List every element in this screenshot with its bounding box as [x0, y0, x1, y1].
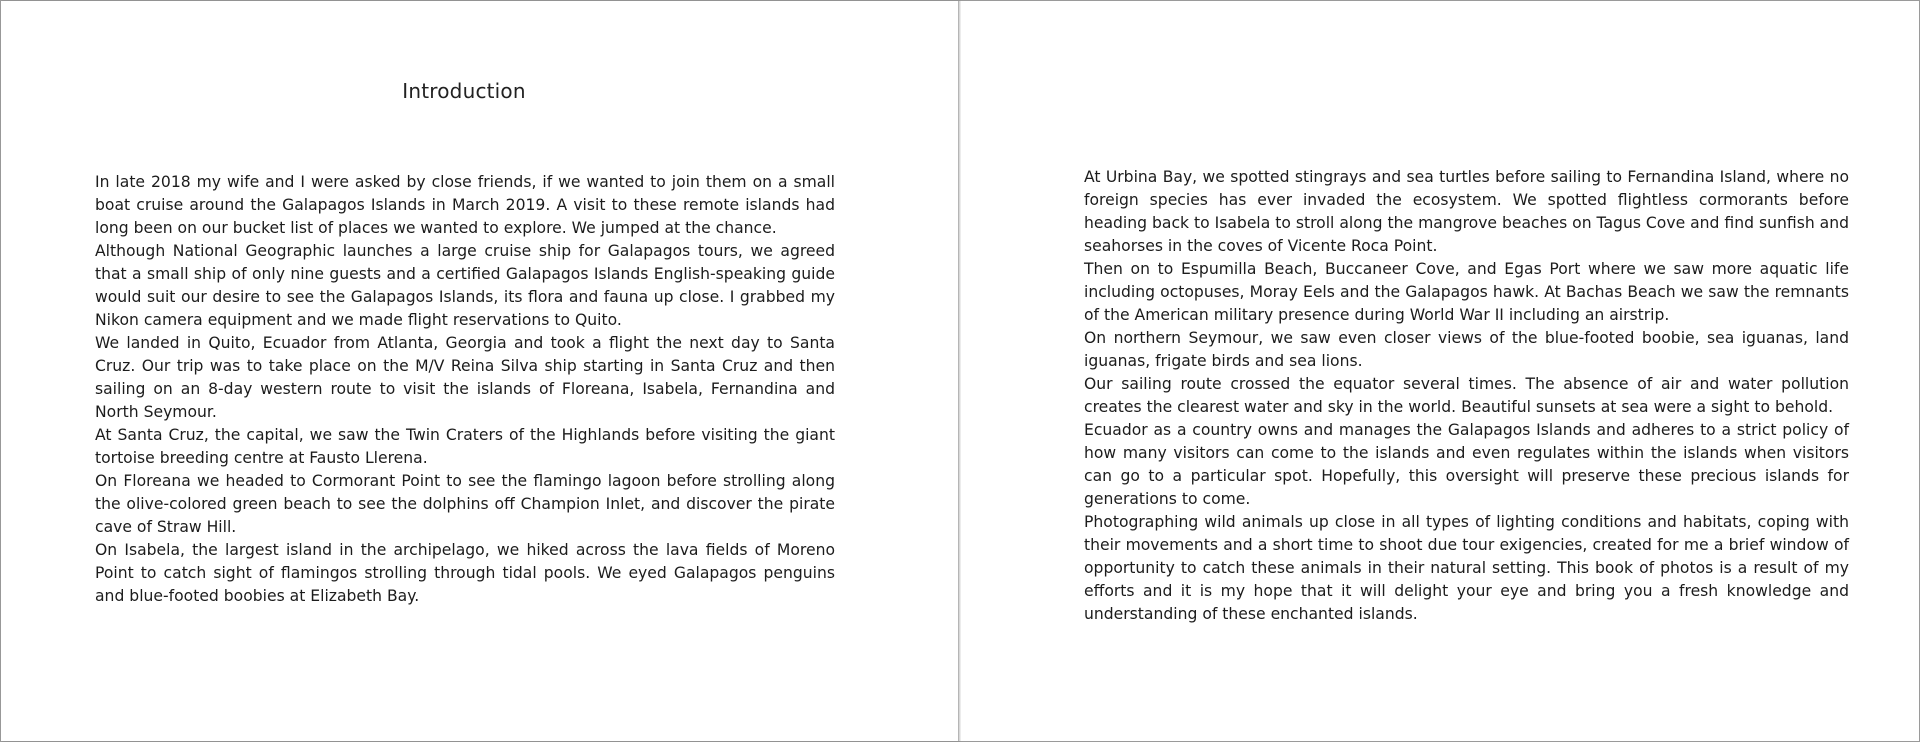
- paragraph: Although National Geographic launches a large cruise ship for Galapagos tours, we agreed that a small ship of only nine guests and a certified Galapagos Islands English-speaking guide would suit our desire to see the Galapagos Islands, its flora and fauna up close. I grabbed my Nikon camera equipment and we made flight reservations to Quito.: [95, 242, 835, 329]
- paragraph: We landed in Quito, Ecuador from Atlanta, Georgia and took a flight the next day to Santa Cruz. Our trip was to take place on the M/V Reina Silva ship starting in Santa Cruz and then sailing on an 8-day western route to visit the islands of Floreana, Isabela, Fernandina and North Seymour.: [95, 334, 835, 421]
- paragraph: In late 2018 my wife and I were asked by close friends, if we wanted to join them on a small boat cruise around the Galapagos Islands in March 2019. A visit to these remote islands had long been on our bucket list of places we wanted to explore. We jumped at the chance.: [95, 173, 835, 237]
- paragraph: On Isabela, the largest island in the archipelago, we hiked across the lava fields of Moreno Point to catch sight of flamingos strolling through tidal pools. We eyed Galapagos penguins and blue-footed boobies at Elizabeth Bay.: [95, 541, 835, 605]
- paragraph: At Santa Cruz, the capital, we saw the Twin Craters of the Highlands before visiting the giant tortoise breeding centre at Fausto Llerena.: [95, 426, 835, 467]
- paragraph: On Floreana we headed to Cormorant Point to see the flamingo lagoon before strolling along the olive-colored green beach to see the dolphins off Champion Inlet, and discover the pirate cave of Straw Hill.: [95, 472, 835, 536]
- paragraph: At Urbina Bay, we spotted stingrays and sea turtles before sailing to Fernandina Island, where no foreign species has ever invaded the ecosystem. We spotted flightless cormorants before heading back to Isabela to stroll along the mangrove beaches on Tagus Cove and find sunfish and seahorses in the coves of Vicente Roca Point.: [1084, 168, 1849, 255]
- page-title: Introduction: [402, 79, 526, 103]
- paragraph: Then on to Espumilla Beach, Buccaneer Cove, and Egas Port where we saw more aquatic life including octopuses, Moray Eels and the Galapagos hawk. At Bachas Beach we saw the remnants of the American military presence during World War II including an airstrip.: [1084, 260, 1849, 324]
- left-page: [1, 1, 959, 741]
- paragraph: Our sailing route crossed the equator several times. The absence of air and water pollution creates the clearest water and sky in the world. Beautiful sunsets at sea were a sight to behold.: [1084, 375, 1849, 416]
- paragraph: Ecuador as a country owns and manages the Galapagos Islands and adheres to a strict policy of how many visitors can come to the islands and even regulates within the islands when visitors can go to a particular spot. Hopefully, this oversight will preserve these precious islands for generations to come.: [1084, 421, 1849, 508]
- right-page-body: [1084, 166, 1849, 626]
- right-page: [961, 1, 1919, 741]
- paragraph: On northern Seymour, we saw even closer views of the blue-footed boobie, sea iguanas, land iguanas, frigate birds and sea lions.: [1084, 329, 1849, 370]
- paragraph: Photographing wild animals up close in all types of lighting conditions and habitats, coping with their movements and a short time to shoot due tour exigencies, created for me a brief window of opportunity to catch these animals in their natural setting. This book of photos is a result of my efforts and it is my hope that it will delight your eye and bring you a fresh knowledge and understanding of these enchanted islands.: [1084, 513, 1849, 623]
- left-page-body: [95, 171, 835, 608]
